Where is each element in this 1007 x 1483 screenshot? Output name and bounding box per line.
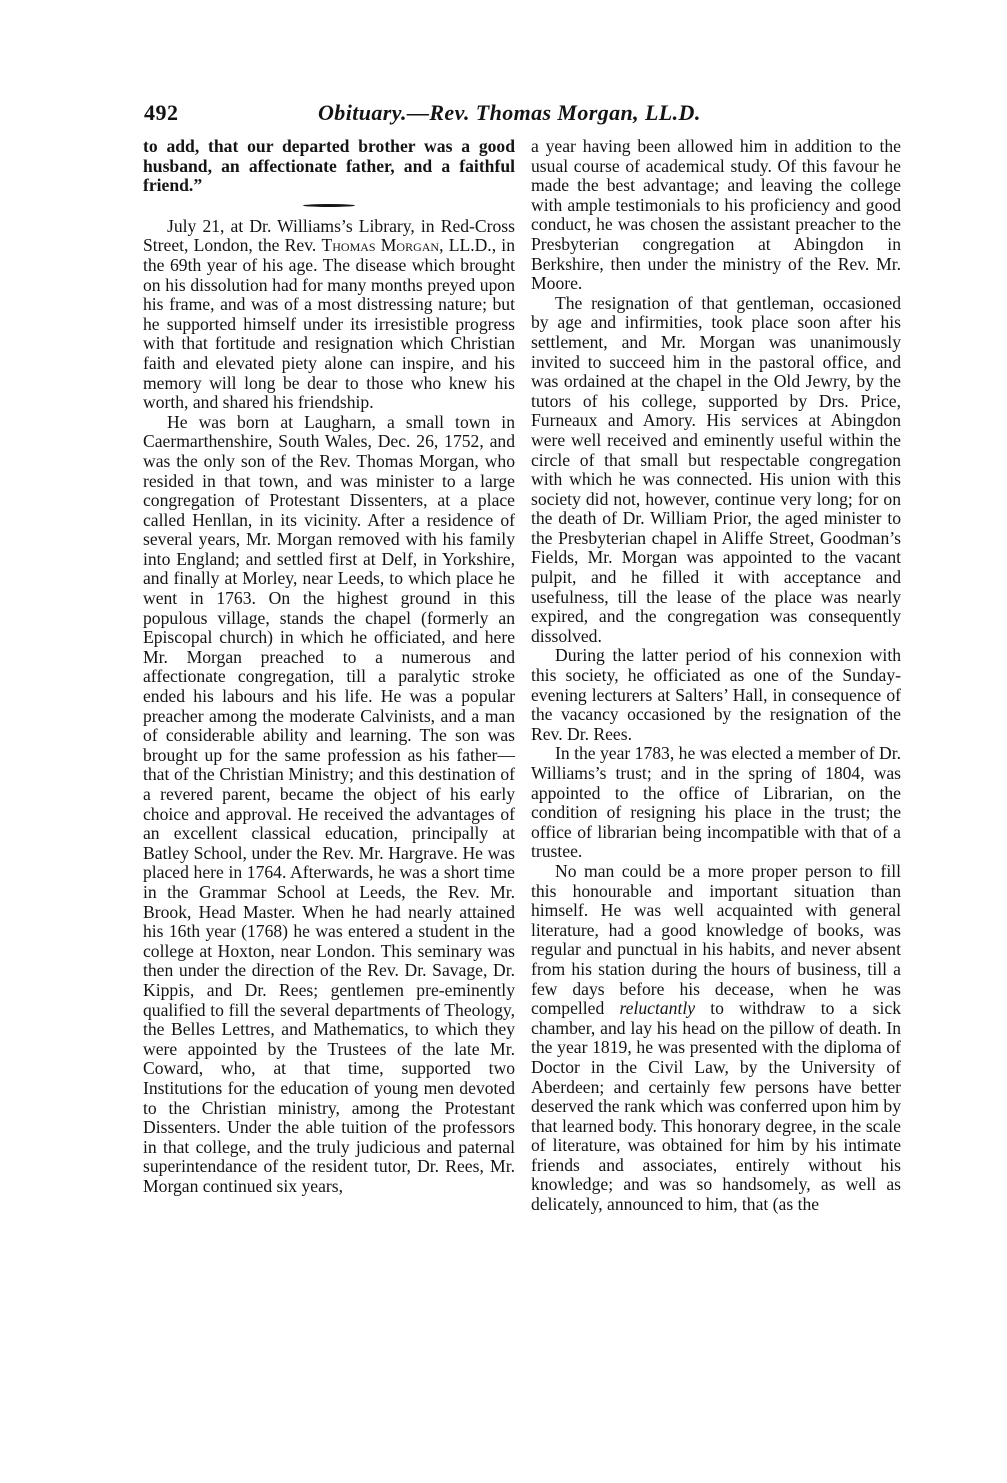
williams-trust-paragraph: In the year 1783, he was elected a member of Dr. Williams’s trust; and in the spring of 1804, was appointed to the office of Librarian, on the condition of resigning his place in the trust; the office of librarian being incompatible with that of a trustee. [531, 743, 901, 862]
left-column [143, 137, 515, 1196]
opening-text: July 21, at Dr. Williams’s Library, in Red-Cross Street, London, the Rev. [143, 215, 515, 256]
emphasized-word: reluctantly [619, 998, 696, 1019]
page-number: 492 [144, 100, 179, 125]
biography-paragraph: He was born at Laugharn, a small town in Caermarthenshire, South Wales, Dec. 26, 1752, and was the only son of the Rev. Thomas Morgan, who resided in that town, and was minister to a large congregation of Protestant Dissenters, at a place called Henllan, in its vicinity. After a residence of several years, Mr. Morgan removed with his family into England; and settled first at Delf, in Yorkshire, and finally at Morley, near Leeds, to which place he went in 1763. On the highest ground in this populous village, stands the chapel (formerly an Episcopal church) in which he officiated, and here Mr. Morgan preached to a numerous and affectionate congregation, till a paralytic stroke ended his labours and his life. He was a popular preacher among the moderate Calvinists, and a man of considerable ability and learning. The son was brought up for the same profession as his father—that of the Christian Ministry; and this destination of a revered parent, became the object of his early choice and approval. He received the advantages of an excellent classical education, principally at Batley School, under the Rev. Mr. Hargrave. He was placed here in 1764. Afterwards, he was a short time in the Grammar School at Leeds, the Rev. Mr. Brook, Head Master. When he had nearly attained his 16th year (1768) he was entered a student in the college at Hoxton, near London. This seminary was then under the direction of the Rev. Dr. Savage, Dr. Kippis, and Dr. Rees; gentlemen pre-eminently qualified to fill the several departments of Theology, the Belles Lettres, and Mathematics, to which they were appointed by the Trustees of the late Mr. Coward, who, at that time, supported two Institutions for the education of young men devoted to the Christian ministry, among the Protestant Dissenters. Under the able tuition of the professors in that college, and the truly judicious and paternal superintendance of the resident tutor, Dr. Rees, Mr. Morgan continued six years, [143, 411, 515, 1196]
continuation-paragraph: a year having been allowed him in addition to the usual course of academical study. Of this favour he made the best advantage; and leaving the college with ample testimonials to his proficiency and good conduct, he was chosen the assistant preacher to the Presbyterian congregation at Abingdon in Berkshire, then under the ministry of the Rev. Mr. Moore. [531, 136, 901, 294]
opening-text-continued: , LL.D., in the 69th year of his age. The disease which brought on his dissolution had for many months preyed upon his frame, and was of a most distressing nature; but he supported himself under its irresistible progress with that fortitude and resignation which Christian faith and elevated piety alone can inspire, and his memory will long be dear to those who knew his worth, and shared his friendship. [143, 235, 515, 413]
abingdon-paragraph: The resignation of that gentleman, occasioned by age and infirmities, took place soon after his settlement, and Mr. Morgan was unanimously invited to succeed him in the pastoral office, and was ordained at the chapel in the Old Jewry, by the tutors of his college, supported by Drs. Price, Furneaux and Amory. His services at Abingdon were well received and eminently useful within the circle of that small but respectable congregation with which he was connected. His union with this society did not, however, continue very long; for on the death of Dr. William Prior, the aged minister to the Presbyterian chapel in Aliffe Street, Goodman’s Fields, Mr. Morgan was appointed to the vacant pulpit, and he filled it with acceptance and usefulness, till the lease of the place was nearly expired, and the congregation was consequently dissolved. [531, 292, 901, 646]
salters-hall-paragraph: During the latter period of his connexion with this society, he officiated as one of the Sunday-evening lecturers at Salters’ Hall, in consequence of the vacancy occasioned by the resignation of the Rev. Dr. Rees. [531, 645, 901, 744]
librarian-paragraph [531, 862, 901, 1215]
closing-quote-paragraph: to add, that our departed brother was a good husband, an affectionate father, and a faithful friend.” [143, 136, 515, 196]
running-title: Obituary.—Rev. Thomas Morgan, LL.D. [318, 100, 701, 125]
deceased-name: Thomas Morgan [321, 235, 440, 256]
librarian-text: No man could be a more proper person to fill this honourable and important situation than himself. He was well acquainted with general literature, had a good knowledge of books, was regular and punctual in his habits, and never absent from his station during the hours of business, till a few days before his decease, when he was compelled [531, 860, 901, 1019]
running-head [144, 100, 904, 134]
obituary-opening-paragraph [143, 217, 515, 413]
right-column [531, 137, 901, 1215]
section-divider [303, 204, 355, 207]
librarian-text-continued: to withdraw to a sick chamber, and lay his head on the pillow of death. In the year 1819, he was presented with the diploma of Doctor in the Civil Law, by the University of Aberdeen; and certainly few persons have better deserved the rank which was conferred upon him by that learned body. This honorary degree, in the scale of literature, was obtained for him by his intimate friends and associates, entirely without his knowledge; and was so handsomely, as well as delicately, announced to him, that (as the [531, 998, 901, 1215]
